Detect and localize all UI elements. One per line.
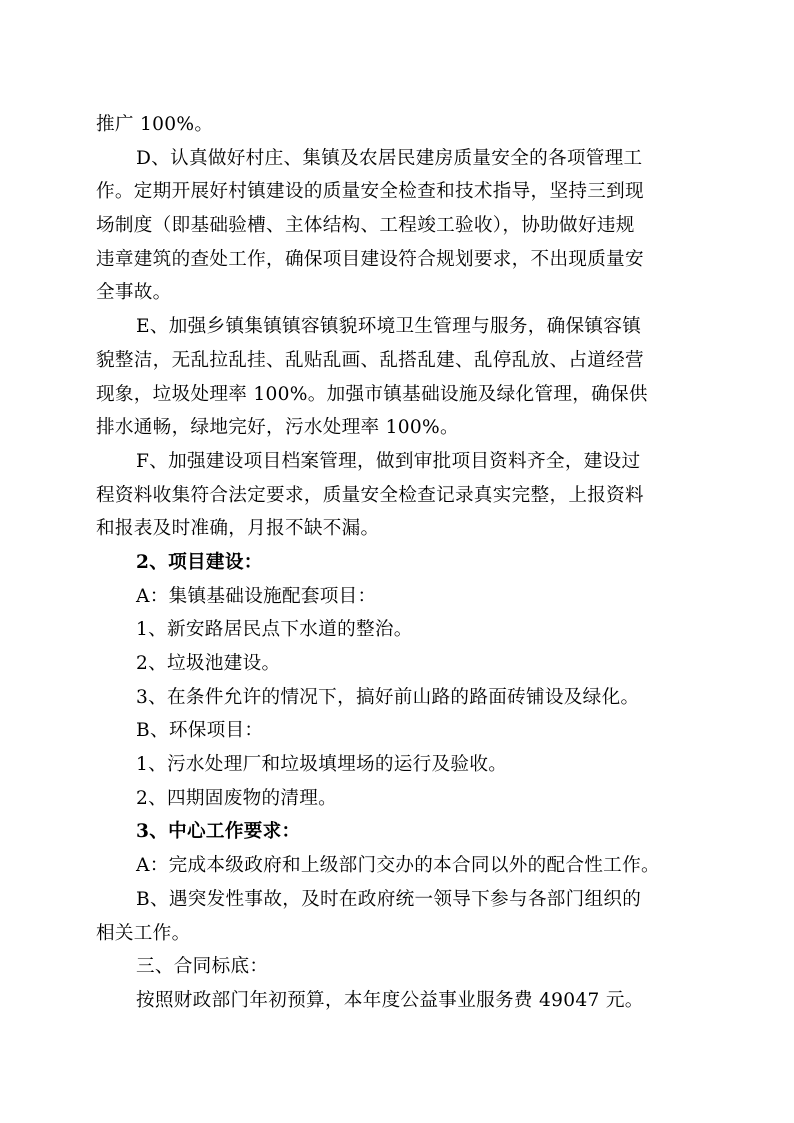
paragraph-line: F、加强建设项目档案管理，做到审批项目资料齐全，建设过 — [136, 450, 641, 472]
list-item: 1、新安路居民点下水道的整治。 — [136, 619, 413, 641]
section-heading: 三、合同标底： — [136, 956, 269, 978]
paragraph-line: D、认真做好村庄、集镇及农居民建房质量安全的各项管理工 — [136, 147, 643, 169]
paragraph-line: 违章建筑的查处工作，确保项目建设符合规划要求，不出现质量安 — [96, 248, 644, 270]
paragraph-line: E、加强乡镇集镇镇容镇貌环境卫生管理与服务，确保镇容镇 — [136, 316, 642, 338]
paragraph-line: 全事故。 — [96, 282, 172, 304]
list-item: 2、垃圾池建设。 — [136, 653, 281, 674]
paragraph-line: 和报表及时准确，月报不缺不漏。 — [96, 518, 380, 540]
paragraph-line: 作。定期开展好村镇建设的质量安全检查和技术指导，坚持三到现 — [96, 181, 644, 203]
paragraph-line: 推广 100%。 — [96, 114, 214, 135]
paragraph-line: 相关工作。 — [96, 922, 191, 944]
paragraph-line: 按照财政部门年初预算，本年度公益事业服务费 49047 元。 — [136, 989, 644, 1011]
paragraph-line: 场制度（即基础验槽、主体结构、工程竣工验收），协助做好违规 — [96, 215, 635, 237]
list-item: 1、污水处理厂和垃圾填埋场的运行及验收。 — [136, 754, 508, 776]
list-item: 3、在条件允许的情况下，搞好前山路的路面砖铺设及绿化。 — [136, 686, 640, 708]
paragraph-line: 现象，垃圾处理率 100%。加强市镇基础设施及绿化管理，确保供 — [96, 383, 648, 405]
subsection-heading: B、环保项目： — [136, 720, 264, 742]
document-body — [96, 108, 716, 1018]
section-heading: 2、项目建设： — [136, 551, 263, 573]
list-item: 2、四期固废物的清理。 — [136, 787, 338, 809]
section-heading: 3、中心工作要求： — [136, 821, 301, 843]
paragraph-line: A：完成本级政府和上级部门交办的本合同以外的配合性工作。 — [136, 855, 660, 877]
subsection-heading: A：集镇基础设施配套项目： — [136, 585, 377, 607]
paragraph-line: B、遇突发性事故，及时在政府统一领导下参与各部门组织的 — [136, 888, 642, 910]
paragraph-line: 程资料收集符合法定要求，质量安全检查记录真实完整，上报资料 — [96, 484, 644, 506]
paragraph-line: 貌整洁，无乱拉乱挂、乱贴乱画、乱搭乱建、乱停乱放、占道经营 — [96, 349, 644, 371]
paragraph-line: 排水通畅，绿地完好，污水处理率 100%。 — [96, 417, 459, 439]
